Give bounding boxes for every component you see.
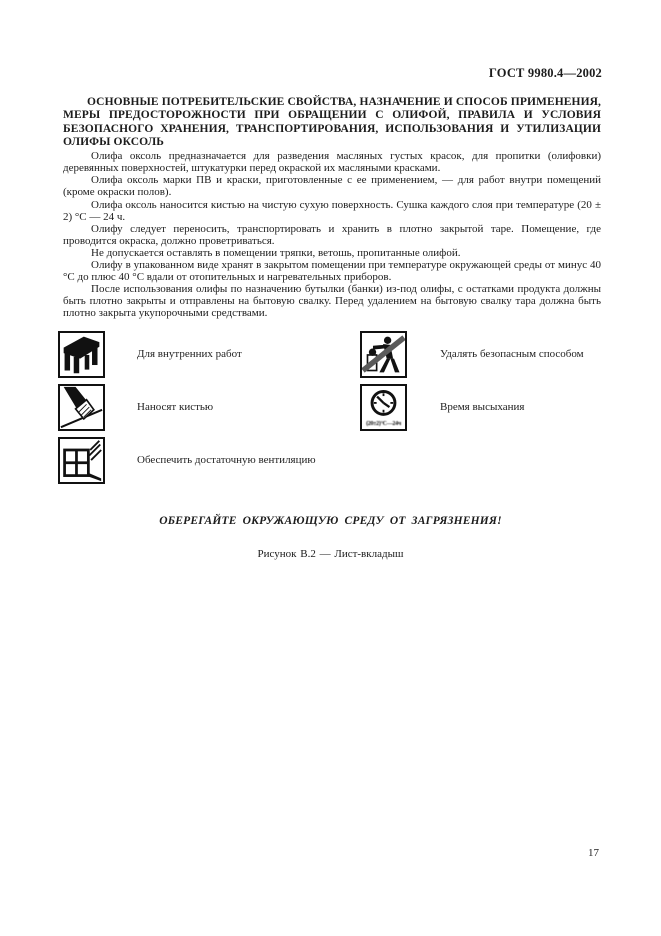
table-icon (58, 331, 105, 378)
body-paragraphs (63, 150, 601, 319)
pictogram-label-safe-disposal: Удалять безопасным способом (440, 348, 584, 360)
eco-warning: ОБЕРЕГАЙТЕ ОКРУЖАЮЩУЮ СРЕДУ ОТ ЗАГРЯЗНЕНИЯ! (159, 515, 502, 527)
no-littering-icon (360, 331, 407, 378)
figure-caption: Рисунок В.2 — Лист-вкладыш (257, 548, 404, 560)
clock-caption: (20±2)°С—24ч (366, 421, 401, 427)
page-number: 17 (588, 847, 599, 859)
pictogram-label-drying-time: Время высыхания (440, 401, 525, 413)
ventilation-icon (58, 437, 105, 484)
paragraph: Олифа оксоль марки ПВ и краски, приготовленные с ее применением, — для работ внутри помещений (кроме окраски полов). (63, 174, 601, 199)
paragraph: После использования олифы по назначению бутылки (банки) из-под олифы, с остатками продукта должны быть плотно закрыты и отправлены на бытовую свалку. Перед удалением на бытовую свалку тара должна быть плотно закрыта укупорочными средствами. (63, 283, 601, 320)
paragraph: Олифу в упакованном виде хранят в закрытом помещении при температуре окружающей среды от минус 40 °С до плюс 40 °С вдали от отопительных и нагревательных приборов. (63, 259, 601, 284)
main-text (63, 96, 601, 320)
section-title: ОСНОВНЫЕ ПОТРЕБИТЕЛЬСКИЕ СВОЙСТВА, НАЗНАЧЕНИЕ И СПОСОБ ПРИМЕНЕНИЯ, МЕРЫ ПРЕДОСТОРОЖНОСТИ ПРИ ОБРАЩЕНИИ С ОЛИФОЙ, ПРАВИЛА И УСЛОВИЯ БЕЗОПАСНОГО ХРАНЕНИЯ, ТРАНСПОРТИРОВАНИЯ, ИСПОЛЬЗОВАНИЯ И УТИЛИЗАЦИИ ОЛИФЫ ОКСОЛЬ (63, 96, 601, 148)
brush-icon (58, 384, 105, 431)
paragraph: Олифа оксоль наносится кистью на чистую сухую поверхность. Сушка каждого слоя при температуре (20 ± 2) °С — 24 ч. (63, 198, 601, 223)
paragraph: Олифу следует переносить, транспортировать и хранить в плотно закрытой таре. Помещение, где проводится окраска, должно проветриваться. (63, 222, 601, 247)
pictogram-label-indoor: Для внутренних работ (137, 348, 242, 360)
paragraph: Олифа оксоль предназначается для разведения масляных густых красок, для пропитки (олифовки) деревянных поверхностей, штукатурки перед окраской их масляными красками. (63, 150, 601, 175)
paragraph: Не допускается оставлять в помещении тряпки, ветошь, пропитанные олифой. (91, 246, 461, 259)
pictogram-label-ventilation: Обеспечить достаточную вентиляцию (137, 454, 316, 466)
pictogram-label-brush: Наносят кистью (137, 401, 214, 413)
clock-icon (360, 384, 407, 431)
doc-number: ГОСТ 9980.4—2002 (488, 66, 602, 80)
